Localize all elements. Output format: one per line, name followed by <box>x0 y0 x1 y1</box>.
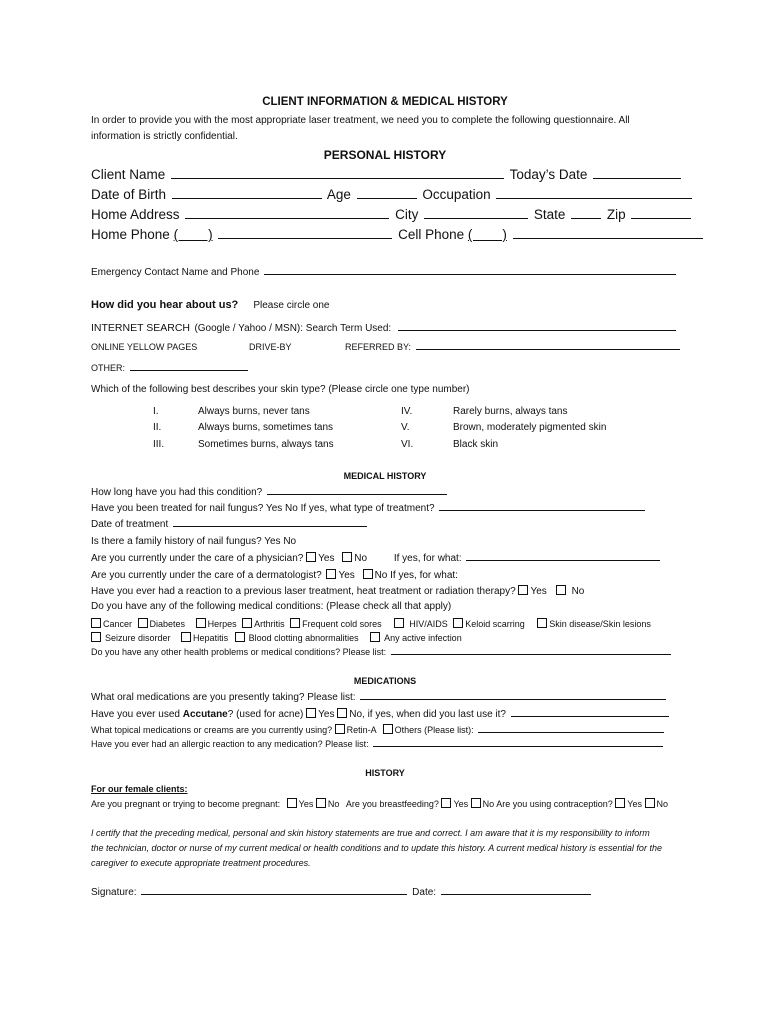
mh-q8-label: Do you have any of the following medical conditions: (Please check all that apply) <box>91 601 452 612</box>
active-infection-label: Any active infection <box>384 633 462 643</box>
reaction-no-checkbox[interactable] <box>556 585 566 595</box>
med-q1-label: What oral medications are you presently taking? Please list: <box>91 692 356 703</box>
physician-yes-label: Yes <box>318 553 335 564</box>
other-field[interactable] <box>130 369 248 371</box>
mh-q9-row <box>91 647 673 657</box>
signature-date-label: Date: <box>412 887 437 898</box>
others-label: Others (Please list): <box>394 725 474 735</box>
mh-q1-row <box>91 487 449 498</box>
age-label: Age <box>326 187 351 202</box>
hiv-label: HIV/AIDS <box>409 619 448 629</box>
mh-q1-field[interactable] <box>267 493 447 495</box>
skin-type-5-num[interactable]: V. <box>401 422 410 433</box>
contraception-no-label: No <box>656 799 669 809</box>
cell-phone-label: Cell Phone <box>398 227 465 242</box>
zip-field[interactable] <box>631 217 691 219</box>
referral-question: How did you hear about us? <box>91 299 239 311</box>
breastfeeding-no-label: No <box>482 799 495 809</box>
mh-q1-label: How long have you had this condition? <box>91 487 263 498</box>
mh-q7-label: Have you ever had a reaction to a previous laser treatment, heat treatment or radiation therapy? <box>91 586 516 597</box>
skin-type-2-num[interactable]: II. <box>153 422 162 433</box>
blood-clotting-checkbox[interactable] <box>235 632 245 642</box>
state-field[interactable] <box>571 217 601 219</box>
retin-a-label: Retin-A <box>346 725 377 735</box>
skin-type-6-num[interactable]: VI. <box>401 439 414 450</box>
physician-yes-checkbox[interactable] <box>306 552 316 562</box>
referred-by-field[interactable] <box>416 348 680 350</box>
page-title: CLIENT INFORMATION & MEDICAL HISTORY <box>262 96 508 108</box>
referred-by-option[interactable]: REFERRED BY: <box>345 342 412 352</box>
home-address-field[interactable] <box>185 217 389 219</box>
mh-q2-label: Have you been treated for nail fungus? Yes No If yes, what type of treatment? <box>91 503 435 514</box>
mh-q6-row <box>91 569 458 581</box>
skin-type-1-num[interactable]: I. <box>153 406 159 417</box>
female-questions-row <box>91 798 668 809</box>
accutane-no-label: No, if yes, when did you last use it? <box>349 709 506 720</box>
pregnant-label: Are you pregnant or trying to become pregnant: <box>91 799 281 809</box>
phone-row <box>91 227 705 242</box>
physician-no-label: No <box>354 553 368 564</box>
pregnant-yes-checkbox[interactable] <box>287 798 297 808</box>
contraception-yes-checkbox[interactable] <box>615 798 625 808</box>
med-q1-row <box>91 692 668 703</box>
mh-q3-row <box>91 519 369 530</box>
mh-q5-label: Are you currently under the care of a physician? <box>91 553 304 564</box>
mh-q9-label: Do you have any other health problems or medical conditions? Please list: <box>91 647 387 657</box>
dermatologist-no-label: No If yes, for what: <box>374 570 458 581</box>
med-q4-field[interactable] <box>373 745 663 747</box>
skin-type-1-desc: Always burns, never tans <box>198 406 310 417</box>
skin-disease-checkbox[interactable] <box>537 618 547 628</box>
emergency-label: Emergency Contact Name and Phone <box>91 267 260 278</box>
accutane-no-checkbox[interactable] <box>337 708 347 718</box>
city-field[interactable] <box>424 217 528 219</box>
home-phone-area[interactable]: ( ) <box>173 227 213 242</box>
diabetes-checkbox[interactable] <box>138 618 148 628</box>
dob-field[interactable] <box>172 197 322 199</box>
accutane-last-use-field[interactable] <box>511 715 669 717</box>
other-option[interactable]: OTHER: <box>91 363 126 373</box>
dermatologist-yes-label: Yes <box>338 570 355 581</box>
mh-q3-field[interactable] <box>173 525 367 527</box>
hiv-checkbox[interactable] <box>394 618 404 628</box>
signature-field[interactable] <box>141 893 407 895</box>
skin-type-6-desc: Black skin <box>453 439 499 450</box>
home-phone-label: Home Phone <box>91 227 170 242</box>
arthritis-label: Arthritis <box>254 619 285 629</box>
internet-search-sub: (Google / Yahoo / MSN): Search Term Used: <box>194 323 392 334</box>
signature-label: Signature: <box>91 887 137 898</box>
hepatitis-label: Hepatitis <box>193 633 229 643</box>
client-name-label: Client Name <box>91 167 166 182</box>
signature-row <box>91 887 593 898</box>
med-q4-row <box>91 739 665 749</box>
referral-hint: Please circle one <box>253 300 330 311</box>
reaction-yes-checkbox[interactable] <box>518 585 528 595</box>
occupation-label: Occupation <box>422 187 491 202</box>
intro-line-2: information is strictly confidential. <box>91 131 238 142</box>
conditions-row-1 <box>91 618 651 629</box>
yellow-pages-option[interactable]: ONLINE YELLOW PAGES <box>91 342 198 352</box>
skin-type-4-num[interactable]: IV. <box>401 406 413 417</box>
dermatologist-yes-checkbox[interactable] <box>326 569 336 579</box>
contraception-no-checkbox[interactable] <box>645 798 655 808</box>
physician-what-label: If yes, for what: <box>393 553 462 564</box>
breastfeeding-no-checkbox[interactable] <box>471 798 481 808</box>
others-checkbox[interactable] <box>383 724 393 734</box>
address-row <box>91 207 693 222</box>
med-q2-label-b: ? (used for acne) <box>227 709 304 720</box>
med-q3-row <box>91 724 666 735</box>
med-q3-label: What topical medications or creams are you currently using? <box>91 725 333 735</box>
todays-date-field[interactable] <box>593 177 681 179</box>
home-phone-field[interactable] <box>218 237 392 239</box>
referred-by-row <box>345 342 682 352</box>
signature-date-field[interactable] <box>441 893 591 895</box>
home-address-label: Home Address <box>91 207 180 222</box>
pregnant-no-checkbox[interactable] <box>316 798 326 808</box>
client-name-field[interactable] <box>171 177 504 179</box>
pregnant-no-label: No <box>327 799 340 809</box>
physician-what-field[interactable] <box>466 559 660 561</box>
cell-phone-field[interactable] <box>513 237 703 239</box>
city-label: City <box>395 207 419 222</box>
contraception-yes-label: Yes <box>627 799 642 809</box>
mh-q7-row <box>91 585 584 597</box>
certify-line-2: the technician, doctor or nurse of my current medical or health conditions and to update this history. A current medical history is essential for the <box>91 843 662 853</box>
hepatitis-checkbox[interactable] <box>181 632 191 642</box>
diabetes-label: Diabetes <box>149 619 186 629</box>
history-heading: HISTORY <box>365 768 405 778</box>
accutane-yes-label: Yes <box>318 709 335 720</box>
blood-clotting-label: Blood clotting abnormalities <box>248 633 359 643</box>
mh-q6-label: Are you currently under the care of a dermatologist? <box>91 570 322 581</box>
cold-sores-checkbox[interactable] <box>290 618 300 628</box>
others-field[interactable] <box>478 731 664 733</box>
mh-q4-label: Is there a family history of nail fungus? Yes No <box>91 536 297 547</box>
reaction-no-label: No <box>571 586 585 597</box>
med-q2-row <box>91 708 671 720</box>
mh-q3-label: Date of treatment <box>91 519 169 530</box>
referral-row <box>91 299 330 311</box>
skin-type-3-desc: Sometimes burns, always tans <box>198 439 334 450</box>
medical-history-heading: MEDICAL HISTORY <box>343 471 427 481</box>
mh-q9-field[interactable] <box>391 653 671 655</box>
breastfeeding-yes-checkbox[interactable] <box>441 798 451 808</box>
arthritis-checkbox[interactable] <box>242 618 252 628</box>
female-clients-label: For our female clients: <box>91 784 188 794</box>
internet-search-option[interactable]: INTERNET SEARCH <box>91 322 190 334</box>
certify-line-1: I certify that the preceding medical, personal and skin history statements are true and correct. I am aware that it is my responsibility to inform <box>91 828 650 838</box>
contraception-label: Are you using contraception? <box>496 799 613 809</box>
personal-history-heading: PERSONAL HISTORY <box>323 148 447 162</box>
med-q4-label: Have you ever had an allergic reaction to any medication? Please list: <box>91 739 369 749</box>
cell-phone-area[interactable]: ( ) <box>467 227 507 242</box>
search-term-field[interactable] <box>398 329 676 331</box>
seizure-label: Seizure disorder <box>105 633 171 643</box>
keloid-label: Keloid scarring <box>465 619 525 629</box>
retin-a-checkbox[interactable] <box>335 724 345 734</box>
dermatologist-no-checkbox[interactable] <box>363 569 373 579</box>
physician-no-checkbox[interactable] <box>342 552 352 562</box>
zip-label: Zip <box>606 207 626 222</box>
keloid-checkbox[interactable] <box>453 618 463 628</box>
mh-q5-row <box>91 552 662 564</box>
breastfeeding-yes-label: Yes <box>453 799 469 809</box>
other-row <box>91 363 250 373</box>
accutane-yes-checkbox[interactable] <box>306 708 316 718</box>
skin-type-5-desc: Brown, moderately pigmented skin <box>453 422 607 433</box>
skin-type-question: Which of the following best describes your skin type? (Please circle one type number) <box>91 384 470 395</box>
herpes-checkbox[interactable] <box>196 618 206 628</box>
drive-by-option[interactable]: DRIVE-BY <box>249 342 292 352</box>
cancer-checkbox[interactable] <box>91 618 101 628</box>
skin-type-3-num[interactable]: III. <box>153 439 165 450</box>
reaction-yes-label: Yes <box>530 586 547 597</box>
occupation-field[interactable] <box>496 197 692 199</box>
conditions-row-2 <box>91 632 462 643</box>
pregnant-yes-label: Yes <box>298 799 314 809</box>
client-name-row <box>91 167 683 182</box>
emergency-row <box>91 267 678 278</box>
age-field[interactable] <box>357 197 417 199</box>
med-q2-label-a: Have you ever used <box>91 709 183 720</box>
todays-date-label: Today’s Date <box>509 167 588 182</box>
med-q1-field[interactable] <box>360 698 666 700</box>
skin-disease-label: Skin disease/Skin lesions <box>549 619 651 629</box>
certify-line-3: caregiver to execute appropriate treatment procedures. <box>91 858 311 868</box>
accutane-label: Accutane <box>182 709 228 720</box>
skin-type-2-desc: Always burns, sometimes tans <box>198 422 334 433</box>
skin-type-4-desc: Rarely burns, always tans <box>453 406 568 417</box>
active-infection-checkbox[interactable] <box>370 632 380 642</box>
mh-q2-field[interactable] <box>439 509 645 511</box>
cancer-label: Cancer <box>103 619 133 629</box>
dob-row <box>91 187 694 202</box>
herpes-label: Herpes <box>207 619 237 629</box>
mh-q2-row <box>91 503 647 514</box>
state-label: State <box>533 207 566 222</box>
breastfeeding-label: Are you breastfeeding? <box>345 799 439 809</box>
cold-sores-label: Frequent cold sores <box>302 619 382 629</box>
seizure-checkbox[interactable] <box>91 632 101 642</box>
intro-line-1: In order to provide you with the most appropriate laser treatment, we need you to complete the following questionnaire. All <box>91 115 630 126</box>
dob-label: Date of Birth <box>91 187 167 202</box>
internet-row <box>91 318 678 336</box>
emergency-field[interactable] <box>264 273 676 275</box>
medications-heading: MEDICATIONS <box>353 676 417 686</box>
